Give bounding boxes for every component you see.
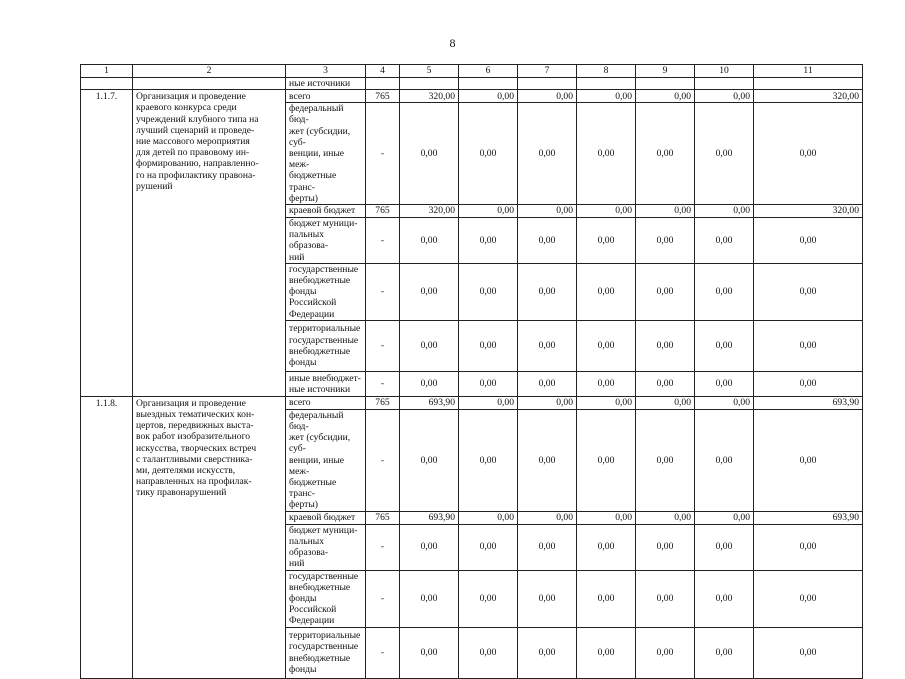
amount-col-8: 0,00 <box>577 511 636 524</box>
amount-col-8: 0,00 <box>577 320 636 371</box>
column-number-3: 3 <box>286 65 366 78</box>
amount-col-8: 0,00 <box>577 103 636 205</box>
amount-col-9: 0,00 <box>636 320 695 371</box>
amount-col-11: 0,00 <box>754 627 863 678</box>
amount-col-9: 0,00 <box>636 627 695 678</box>
ministry-code: - <box>366 570 400 627</box>
amount-col-7: 0,00 <box>518 218 577 264</box>
amount-col-8: 0,00 <box>577 627 636 678</box>
amount-col-5: 0,00 <box>400 570 459 627</box>
funding-source: территориальные государственные внебюджетные фонды <box>286 320 366 371</box>
amount-col-6: 0,00 <box>459 409 518 511</box>
column-number-6: 6 <box>459 65 518 78</box>
amount-col-5: 0,00 <box>400 320 459 371</box>
amount-col-7: 0,00 <box>518 524 577 570</box>
amount-col-11: 693,90 <box>754 511 863 524</box>
funding-source: государственные внебюджетные фонды Российской Федерации <box>286 570 366 627</box>
amount-col-9: 0,00 <box>636 218 695 264</box>
column-number-7: 7 <box>518 65 577 78</box>
funding-source: федеральный бюд- жет (субсидии, суб- венции, иные меж- бюджетные транс- ферты) <box>286 409 366 511</box>
funding-source: бюджет муници- пальных образова- ний <box>286 218 366 264</box>
amount-col-9: 0,00 <box>636 524 695 570</box>
amount-col-7: 0,00 <box>518 396 577 409</box>
amount-col-5: 320,00 <box>400 90 459 103</box>
amount-col-9: 0,00 <box>636 396 695 409</box>
amount-col-6: 0,00 <box>459 218 518 264</box>
amount-col-7: 0,00 <box>518 371 577 396</box>
ministry-code: - <box>366 103 400 205</box>
amount-col-6: 0,00 <box>459 371 518 396</box>
amount-col-9: 0,00 <box>636 263 695 320</box>
amount-col-9: 0,00 <box>636 90 695 103</box>
ministry-code: - <box>366 218 400 264</box>
amount-col-5: 693,90 <box>400 396 459 409</box>
amount-col-11: 0,00 <box>754 409 863 511</box>
amount-col-7: 0,00 <box>518 570 577 627</box>
amount-col-8: 0,00 <box>577 263 636 320</box>
amount-col-5: 320,00 <box>400 205 459 218</box>
amount-col-6: 0,00 <box>459 570 518 627</box>
item-code: 1.1.7. <box>81 90 133 397</box>
ministry-code: 765 <box>366 205 400 218</box>
amount-col-7: 0,00 <box>518 90 577 103</box>
amount-col-5: 0,00 <box>400 524 459 570</box>
amount-col-8: 0,00 <box>577 205 636 218</box>
amount-col-11: 0,00 <box>754 524 863 570</box>
amount-col-11: 0,00 <box>754 263 863 320</box>
amount-col-11: 0,00 <box>754 103 863 205</box>
funding-source: всего <box>286 90 366 103</box>
page-number: 8 <box>449 36 456 50</box>
budget-table-body <box>81 65 863 679</box>
amount-col-8: 0,00 <box>577 371 636 396</box>
amount-col-11: 0,00 <box>754 320 863 371</box>
funding-source: иные внебюджет- ные источники <box>286 371 366 396</box>
ministry-code: 765 <box>366 396 400 409</box>
amount-col-9: 0,00 <box>636 511 695 524</box>
column-number-11: 11 <box>754 65 863 78</box>
amount-col-5: 0,00 <box>400 627 459 678</box>
column-number-8: 8 <box>577 65 636 78</box>
funding-source: бюджет муници- пальных образова- ний <box>286 524 366 570</box>
ministry-code: - <box>366 371 400 396</box>
amount-col-9: 0,00 <box>636 371 695 396</box>
amount-col-8: 0,00 <box>577 524 636 570</box>
column-number-row <box>81 65 863 78</box>
ministry-code: - <box>366 409 400 511</box>
item-name: Организация и проведение краевого конкурса среди учреждений клубного типа на лучший сценарий и проведе- ние массового мероприятия для детей по правовому ин- формированию, направленно- го на профилактику правона- рушений <box>133 90 286 397</box>
amount-col-10: 0,00 <box>695 409 754 511</box>
amount-col-8: 0,00 <box>577 90 636 103</box>
continuation-name-cell <box>133 78 286 90</box>
amount-col-5: 0,00 <box>400 371 459 396</box>
amount-col-10: 0,00 <box>695 263 754 320</box>
column-number-2: 2 <box>133 65 286 78</box>
amount-col-6: 0,00 <box>459 205 518 218</box>
amount-col-6: 0,00 <box>459 511 518 524</box>
amount-col-8: 0,00 <box>577 396 636 409</box>
continuation-source-cell: ные источники <box>286 78 366 90</box>
amount-col-5: 0,00 <box>400 409 459 511</box>
amount-col-9: 0,00 <box>636 570 695 627</box>
amount-col-7: 0,00 <box>518 205 577 218</box>
continuation-row <box>81 78 863 90</box>
amount-col-6: 0,00 <box>459 320 518 371</box>
funding-source: краевой бюджет <box>286 205 366 218</box>
amount-col-10: 0,00 <box>695 320 754 371</box>
amount-col-6: 0,00 <box>459 103 518 205</box>
column-number-5: 5 <box>400 65 459 78</box>
amount-col-11: 0,00 <box>754 570 863 627</box>
amount-col-6: 0,00 <box>459 263 518 320</box>
item-code: 1.1.8. <box>81 396 133 678</box>
amount-col-7: 0,00 <box>518 320 577 371</box>
amount-col-10: 0,00 <box>695 103 754 205</box>
column-number-4: 4 <box>366 65 400 78</box>
funding-source: территориальные государственные внебюджетные фонды <box>286 627 366 678</box>
amount-col-6: 0,00 <box>459 627 518 678</box>
amount-col-6: 0,00 <box>459 524 518 570</box>
amount-col-8: 0,00 <box>577 409 636 511</box>
funding-source: государственные внебюджетные фонды Российской Федерации <box>286 263 366 320</box>
amount-col-10: 0,00 <box>695 90 754 103</box>
funding-source: всего <box>286 396 366 409</box>
ministry-code: 765 <box>366 90 400 103</box>
ministry-code: 765 <box>366 511 400 524</box>
amount-col-6: 0,00 <box>459 396 518 409</box>
amount-col-11: 320,00 <box>754 205 863 218</box>
item-name: Организация и проведение выездных тематических кон- цертов, передвижных выста- вок работ изобразительного искусства, творческих встреч с талантливыми сверстника- ми, деятелями искусств, направленных на профилак- тику правонарушений <box>133 396 286 678</box>
amount-col-7: 0,00 <box>518 103 577 205</box>
amount-col-8: 0,00 <box>577 218 636 264</box>
table-row <box>81 90 863 103</box>
funding-source: федеральный бюд- жет (субсидии, суб- венции, иные меж- бюджетные транс- ферты) <box>286 103 366 205</box>
ministry-code: - <box>366 263 400 320</box>
ministry-code: - <box>366 524 400 570</box>
amount-col-11: 320,00 <box>754 90 863 103</box>
amount-col-10: 0,00 <box>695 570 754 627</box>
amount-col-7: 0,00 <box>518 409 577 511</box>
amount-col-5: 0,00 <box>400 263 459 320</box>
budget-table <box>80 64 863 679</box>
amount-col-8: 0,00 <box>577 570 636 627</box>
amount-col-10: 0,00 <box>695 218 754 264</box>
amount-col-10: 0,00 <box>695 627 754 678</box>
amount-col-10: 0,00 <box>695 396 754 409</box>
ministry-code: - <box>366 627 400 678</box>
amount-col-9: 0,00 <box>636 103 695 205</box>
amount-col-10: 0,00 <box>695 205 754 218</box>
amount-col-5: 0,00 <box>400 218 459 264</box>
amount-col-9: 0,00 <box>636 205 695 218</box>
amount-col-11: 693,90 <box>754 396 863 409</box>
column-number-9: 9 <box>636 65 695 78</box>
ministry-code: - <box>366 320 400 371</box>
amount-col-7: 0,00 <box>518 263 577 320</box>
amount-col-10: 0,00 <box>695 371 754 396</box>
amount-col-10: 0,00 <box>695 524 754 570</box>
column-number-10: 10 <box>695 65 754 78</box>
amount-col-6: 0,00 <box>459 90 518 103</box>
amount-col-9: 0,00 <box>636 409 695 511</box>
amount-col-10: 0,00 <box>695 511 754 524</box>
amount-col-7: 0,00 <box>518 627 577 678</box>
amount-col-5: 693,90 <box>400 511 459 524</box>
column-number-1: 1 <box>81 65 133 78</box>
table-row <box>81 396 863 409</box>
amount-col-11: 0,00 <box>754 218 863 264</box>
continuation-code-cell <box>81 78 133 90</box>
amount-col-5: 0,00 <box>400 103 459 205</box>
amount-col-7: 0,00 <box>518 511 577 524</box>
amount-col-11: 0,00 <box>754 371 863 396</box>
funding-source: краевой бюджет <box>286 511 366 524</box>
